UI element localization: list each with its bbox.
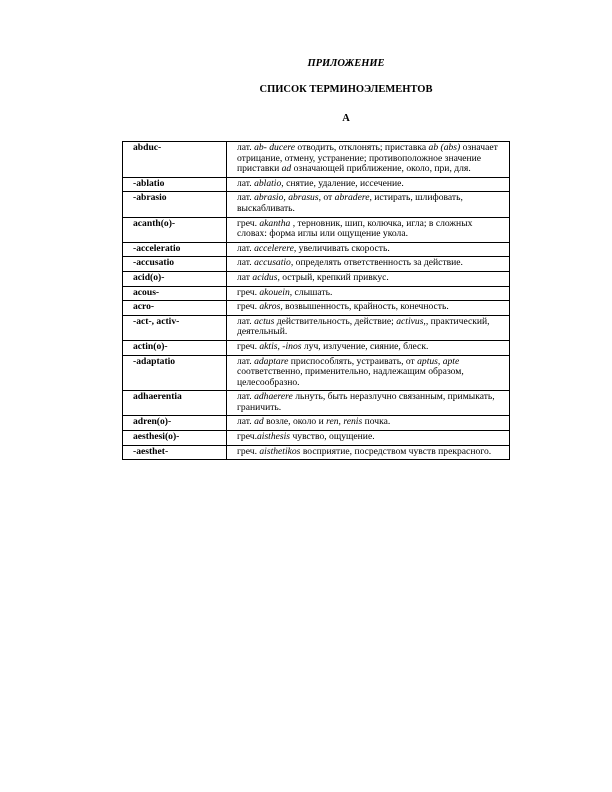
etymon-text: aisthetikos bbox=[259, 445, 301, 457]
term-cell: acro- bbox=[123, 301, 227, 316]
term-cell: -accusatio bbox=[123, 257, 227, 272]
table-row bbox=[123, 431, 510, 446]
definition-text: лат. bbox=[237, 391, 255, 403]
term-cell: -ablatio bbox=[123, 177, 227, 192]
etymon-text: actus bbox=[254, 315, 275, 327]
etymon-text: accusatio bbox=[254, 257, 291, 269]
table-row bbox=[123, 301, 510, 316]
definition-cell bbox=[227, 355, 510, 391]
table-row bbox=[123, 355, 510, 391]
etymon-text: aisthesis bbox=[256, 431, 291, 443]
definition-text: , терновник, шип, колючка, игла; в сложных словах: форма иглы или ощущение укола. bbox=[237, 217, 473, 240]
definition-text: , истирать, шлифовать, выскабливать. bbox=[237, 192, 463, 214]
definition-text: луч, излучение, сияние, блеск. bbox=[301, 340, 429, 352]
definition-cell bbox=[227, 431, 510, 446]
table-row bbox=[123, 242, 510, 257]
etymon-text: akouein bbox=[259, 286, 290, 298]
definition-cell bbox=[227, 217, 510, 242]
definition-cell bbox=[227, 271, 510, 286]
definition-text: , практический, деятельный. bbox=[237, 315, 490, 338]
etymon-text: akros bbox=[259, 301, 281, 313]
etymon-text: acidus bbox=[252, 271, 278, 283]
definition-text: греч. bbox=[237, 217, 260, 229]
definition-cell bbox=[227, 416, 510, 431]
definition-cell bbox=[227, 445, 510, 460]
table-row bbox=[123, 391, 510, 416]
definition-text: лат bbox=[237, 271, 253, 283]
term-cell: acanth(o)- bbox=[123, 217, 227, 242]
etymon-text: ab- ducere bbox=[254, 142, 296, 153]
etymon-text: adhaerere bbox=[254, 391, 293, 403]
etymon-text: adaptare bbox=[254, 355, 289, 367]
term-cell: actin(o)- bbox=[123, 340, 227, 355]
etymon-text: aktis, -inos bbox=[259, 340, 302, 352]
term-cell: -abrasio bbox=[123, 192, 227, 217]
definition-cell bbox=[227, 391, 510, 416]
definition-cell bbox=[227, 242, 510, 257]
etymon-text: ab (abs) bbox=[428, 142, 461, 153]
etymon-text: aptus, apte bbox=[417, 355, 460, 367]
table-row bbox=[123, 416, 510, 431]
definition-text: означает отрицание, отмену, устранение; противоположное значение приставки bbox=[237, 142, 498, 175]
definition-text: лат. bbox=[237, 192, 255, 204]
definition-text: соответственно, применительно, надлежащим образом, целесообразно. bbox=[237, 366, 464, 388]
table-row bbox=[123, 271, 510, 286]
term-cell: -aesthet- bbox=[123, 445, 227, 460]
appendix-heading: ПРИЛОЖЕНИЕ bbox=[307, 58, 385, 69]
table-row bbox=[123, 445, 510, 460]
etymon-text: abradere bbox=[334, 192, 370, 204]
definition-text: действительность, действие; bbox=[274, 315, 397, 327]
definition-text: греч. bbox=[237, 431, 257, 443]
definition-text: почка. bbox=[362, 416, 391, 428]
etymon-text: akantha bbox=[259, 217, 291, 229]
definition-cell bbox=[227, 192, 510, 217]
table-row bbox=[123, 340, 510, 355]
table-row bbox=[123, 217, 510, 242]
definition-text: греч. bbox=[237, 286, 260, 298]
definition-text: , определять ответственность за действие. bbox=[290, 257, 463, 269]
etymon-text: ablatio bbox=[254, 177, 282, 189]
etymon-text: activus, bbox=[396, 315, 426, 327]
definition-text: , возвышенность, крайность, конечность. bbox=[280, 301, 449, 313]
definition-text: , острый, крепкий привкус. bbox=[277, 271, 389, 283]
definition-cell bbox=[227, 257, 510, 272]
definition-text: льнуть, быть неразлучно связанным, примыкать, граничить. bbox=[237, 391, 495, 413]
section-letter: А bbox=[342, 113, 350, 124]
term-cell: -act-, activ- bbox=[123, 315, 227, 340]
term-cell: -adaptatio bbox=[123, 355, 227, 391]
term-cell: acous- bbox=[123, 286, 227, 301]
definition-text: греч. bbox=[237, 301, 260, 313]
etymon-text: ad bbox=[254, 416, 264, 428]
definition-text: греч. bbox=[237, 445, 260, 457]
definition-cell bbox=[227, 301, 510, 316]
table-row bbox=[123, 192, 510, 217]
definition-text: восприятие, посредством чувств прекрасного. bbox=[300, 445, 492, 457]
definition-text: лат. bbox=[237, 355, 255, 367]
term-cell: adhaerentia bbox=[123, 391, 227, 416]
term-elements-table bbox=[122, 141, 510, 460]
definition-text: , слышать. bbox=[289, 286, 333, 298]
table-row bbox=[123, 286, 510, 301]
etymon-text: ad bbox=[281, 163, 292, 175]
table-row bbox=[123, 315, 510, 340]
definition-cell bbox=[227, 315, 510, 340]
table-row bbox=[123, 177, 510, 192]
term-cell: aesthesi(o)- bbox=[123, 431, 227, 446]
definition-text: лат. bbox=[237, 416, 255, 428]
definition-text: приспособлять, устраивать, от bbox=[288, 355, 418, 367]
definition-text: чувство, ощущение. bbox=[290, 431, 375, 443]
table-row bbox=[123, 257, 510, 272]
definition-text: лат. bbox=[237, 177, 255, 189]
term-cell: adren(o)- bbox=[123, 416, 227, 431]
etymon-text: abrasio, abrasus bbox=[254, 192, 319, 204]
definition-text: , от bbox=[318, 192, 335, 204]
term-cell: -acceleratio bbox=[123, 242, 227, 257]
definition-cell bbox=[227, 340, 510, 355]
definition-text: , снятие, удаление, иссечение. bbox=[281, 177, 404, 189]
definition-text: возле, около и bbox=[263, 416, 327, 428]
etymon-text: ren, renis bbox=[326, 416, 363, 428]
definition-cell bbox=[227, 286, 510, 301]
definition-text: лат. bbox=[237, 257, 255, 269]
definition-text: отводить, отклонять; приставка bbox=[295, 142, 429, 153]
definition-text: лат. bbox=[237, 315, 255, 327]
definition-text: означающей приближение, около, при, для. bbox=[291, 163, 471, 175]
list-title: СПИСОК ТЕРМИНОЭЛЕМЕНТОВ bbox=[259, 84, 433, 95]
definition-text: лат. bbox=[237, 242, 255, 254]
table-row bbox=[123, 142, 510, 178]
etymon-text: accelerere, bbox=[254, 242, 297, 254]
definition-text: лат. bbox=[237, 142, 255, 153]
term-cell: acid(o)- bbox=[123, 271, 227, 286]
definition-text: увеличивать скорость. bbox=[296, 242, 390, 254]
definition-cell bbox=[227, 142, 510, 178]
term-cell: abduc- bbox=[123, 142, 227, 178]
definition-text: греч. bbox=[237, 340, 260, 352]
definition-cell bbox=[227, 177, 510, 192]
